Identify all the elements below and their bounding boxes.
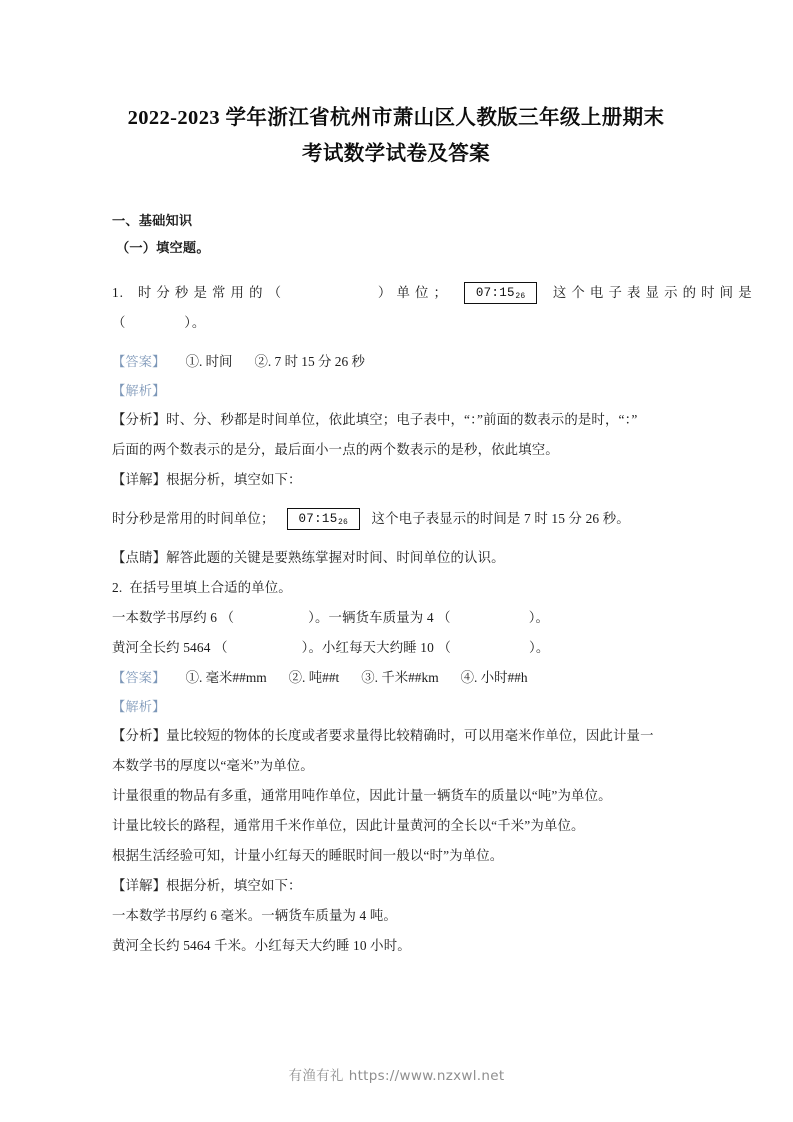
question-2-detail-intro: 【详解】根据分析，填空如下：	[112, 878, 302, 893]
question-1-analysis-p1: 【分析】时、分、秒都是时间单位，依此填空；电子表中，“：”前面的数表示的是时，“：”	[112, 412, 638, 427]
question-1-detail-pre: 时分秒是常用的时间单位；	[112, 511, 275, 526]
question-1-text-part4: （	[112, 315, 127, 330]
analysis-label-2: 【解析】	[112, 699, 166, 714]
question-2-answer-row	[112, 663, 687, 692]
subsection-heading: （一）填空题。	[116, 240, 210, 255]
question-2-analysis-p5: 根据生活经验可知，计量小红每天的睡眠时间一般以“时”为单位。	[112, 848, 504, 863]
answer-label-2: 【答案】	[112, 670, 166, 685]
question-2-analysis-row	[112, 692, 687, 721]
question-2-line2-b: ）。小红每天大约睡 10 （	[301, 640, 452, 655]
question-1-detail-row	[112, 504, 687, 534]
question-2-line-1	[112, 603, 687, 633]
question-2-analysis-p3: 计量很重的物品有多重，通常用吨作单位，因此计量一辆货车的质量以“吨”为单位。	[112, 788, 612, 803]
question-1-answer-row	[112, 347, 687, 376]
question-2-stem-text: 在括号里填上合适的单位。	[129, 580, 292, 595]
question-2-answer-item-1: ①. 毫米##mm	[185, 670, 267, 685]
digital-clock-figure-2	[287, 508, 360, 530]
digital-clock-figure	[464, 282, 537, 304]
question-1-analysis-row	[112, 376, 687, 405]
footer-watermark	[0, 1064, 793, 1084]
question-2-analysis-p4: 计量比较长的路程，通常用千米作单位，因此计量黄河的全长以“千米”为单位。	[112, 818, 585, 833]
question-2-number: 2.	[112, 580, 123, 595]
footer-brand: 有渔有礼	[288, 1068, 344, 1084]
answer-label: 【答案】	[112, 354, 166, 369]
question-1-line-2	[112, 308, 687, 338]
question-2-line1-c: ）。	[528, 610, 550, 625]
section-heading: 一、基础知识	[112, 213, 193, 228]
question-1-text-part1: 时 分 秒 是 常 用 的 （	[137, 285, 282, 300]
clock-seconds: 26	[515, 291, 526, 301]
title-line-1: 2022-2023 学年浙江省杭州市萧山区人教版三年级上册期末	[127, 107, 665, 129]
analysis-label: 【解析】	[112, 383, 166, 398]
question-1-text-part5: ）。	[184, 315, 207, 330]
question-2-detail-p1: 一本数学书厚约 6 毫米。一辆货车质量为 4 吨。	[112, 908, 397, 923]
question-2-stem	[112, 573, 687, 603]
question-1-highlight: 【点睛】解答此题的关键是要熟练掌握对时间、时间单位的认识。	[112, 550, 505, 565]
question-1-number: 1.	[112, 285, 124, 300]
clock-seconds-2: 26	[338, 517, 349, 527]
question-2-answer-item-2: ②. 吨##t	[288, 670, 340, 685]
page-title	[96, 100, 696, 172]
question-2-line2-c: ）。	[529, 640, 550, 655]
question-2-detail-p2: 黄河全长约 5464 千米。小红每天大约睡 10 小时。	[112, 938, 411, 953]
question-1-text-part3: 这 个 电 子 表 显 示 的 时 间 是	[552, 285, 753, 300]
question-1-answer-item-2: ②. 7 时 15 分 26 秒	[254, 354, 365, 369]
question-2-line1-b: ）。一辆货车质量为 4 （	[308, 610, 451, 625]
question-2-answer-item-3: ③. 千米##km	[361, 670, 439, 685]
question-2-analysis-p1: 【分析】量比较短的物体的长度或者要求量得比较精确时，可以用毫米作单位，因此计量一	[112, 728, 654, 743]
question-1-line-1	[112, 278, 753, 308]
question-2-answer-item-4: ④. 小时##h	[460, 670, 528, 685]
question-2-analysis-p2: 本数学书的厚度以“毫米”为单位。	[112, 758, 314, 773]
question-1-detail-intro: 【详解】根据分析，填空如下：	[112, 472, 302, 487]
question-1-analysis-p2: 后面的两个数表示的是分，最后面小一点的两个数表示的是秒，依此填空。	[112, 442, 559, 457]
question-2-line-2	[112, 633, 687, 663]
question-2-line2-a: 黄河全长约 5464 （	[112, 640, 228, 655]
clock-time: 07:15	[475, 286, 515, 301]
footer-url: https://www.nzxwl.net	[348, 1068, 505, 1084]
question-2-line1-a: 一本数学书厚约 6 （	[112, 610, 235, 625]
clock-time-2: 07:15	[298, 512, 338, 527]
question-1-detail-post: 这个电子表显示的时间是 7 时 15 分 26 秒。	[371, 511, 630, 526]
document-body	[112, 208, 753, 961]
question-1-text-part2: ） 单 位 ；	[377, 285, 448, 300]
question-1-answer-item-1: ①. 时间	[185, 354, 233, 369]
title-line-2: 考试数学试卷及答案	[301, 143, 491, 165]
